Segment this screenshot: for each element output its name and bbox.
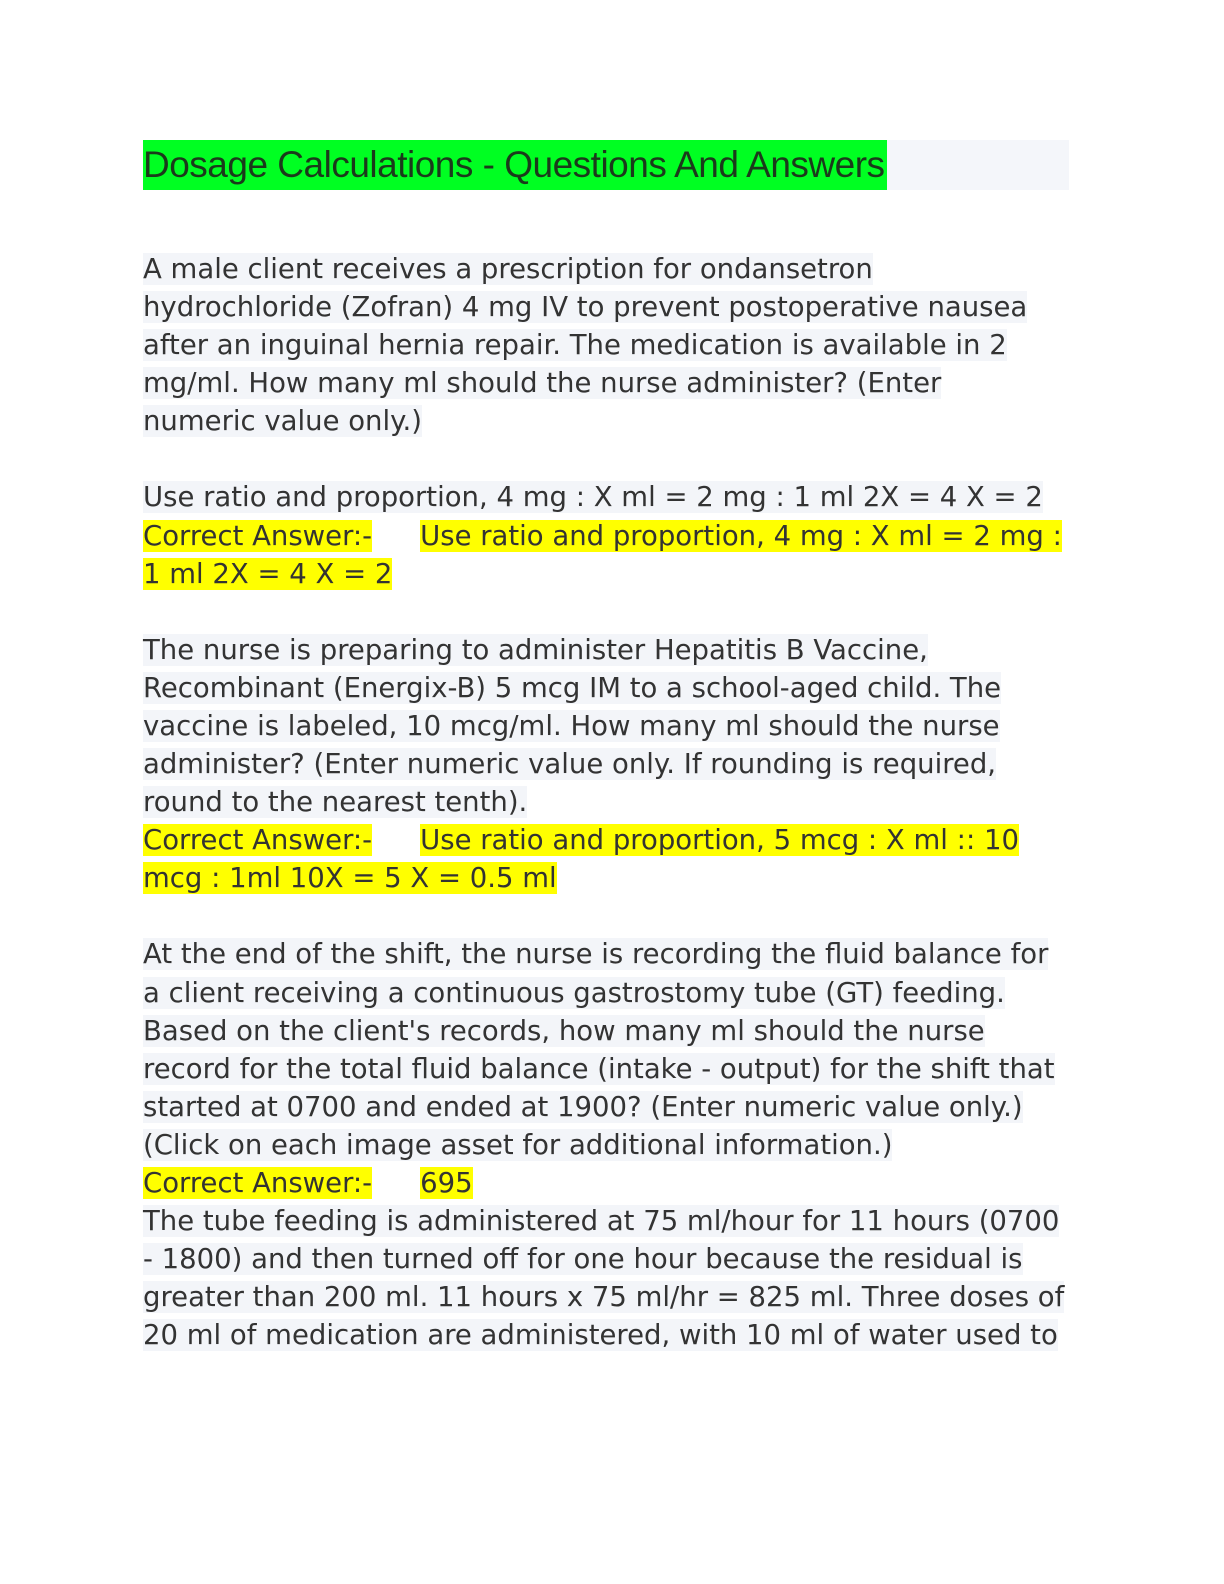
question-1-explanation: [143, 478, 1058, 516]
question-1-explanation-text: Use ratio and proportion, 4 mg : X ml = 2 mg : 1 ml 2X = 4 X = 2: [143, 481, 1043, 514]
title-row: [143, 140, 1069, 190]
question-3-answer: [143, 1164, 1069, 1202]
question-3-explanation-text: The tube feeding is administered at 75 ml/hour for 11 hours (0700 - 1800) and then turned off for one hour because the residual is greater than 200 ml. 11 hours x 75 ml/hr = 825 ml. Three doses of 20 ml of medication are administered, with 10 ml of water used to: [143, 1205, 1065, 1352]
answer-label: Correct Answer:-: [143, 1166, 373, 1199]
document-page: [143, 140, 1069, 1354]
question-2-text: The nurse is preparing to administer Hepatitis B Vaccine, Recombinant (Energix-B) 5 mcg IM to a school-aged child. The vaccine is labeled, 10 mcg/ml. How many ml should the nurse administer? (Enter numeric value only. If rounding is required, round to the nearest tenth).: [143, 633, 1002, 819]
question-2-answer: [143, 821, 1043, 897]
answer-label: Correct Answer:-: [143, 519, 373, 552]
page-title: Dosage Calculations - Questions And Answers: [143, 140, 887, 190]
question-2: [143, 631, 1023, 821]
question-3-explanation: [143, 1202, 1069, 1354]
question-3-answer-text: 695: [420, 1166, 473, 1199]
question-1: [143, 250, 1043, 440]
question-2-answer-text: Use ratio and proportion, 5 mcg : X ml :: 10 mcg : 1ml 10X = 5 X = 0.5 ml: [143, 824, 1019, 895]
question-3-text: At the end of the shift, the nurse is recording the fluid balance for a client receiving a continuous gastrostomy tube (GT) feeding. Based on the client's records, how many ml should the nurse record for the total fluid balance (intake - output) for the shift that started at 0700 and ended at 1900? (Enter numeric value only.) (Click on each image asset for additional information.): [143, 938, 1055, 1161]
answer-label: Correct Answer:-: [143, 824, 373, 857]
question-1-answer: [143, 517, 1069, 593]
question-1-text: A male client receives a prescription for ondansetron hydrochloride (Zofran) 4 mg IV to prevent postoperative nausea after an inguinal hernia repair. The medication is available in 2 mg/ml. How many ml should the nurse administer? (Enter numeric value only.): [143, 253, 1028, 438]
question-1-answer-text: Use ratio and proportion, 4 mg : X ml = 2 mg : 1 ml 2X = 4 X = 2: [143, 519, 1062, 590]
question-3: [143, 935, 1069, 1164]
